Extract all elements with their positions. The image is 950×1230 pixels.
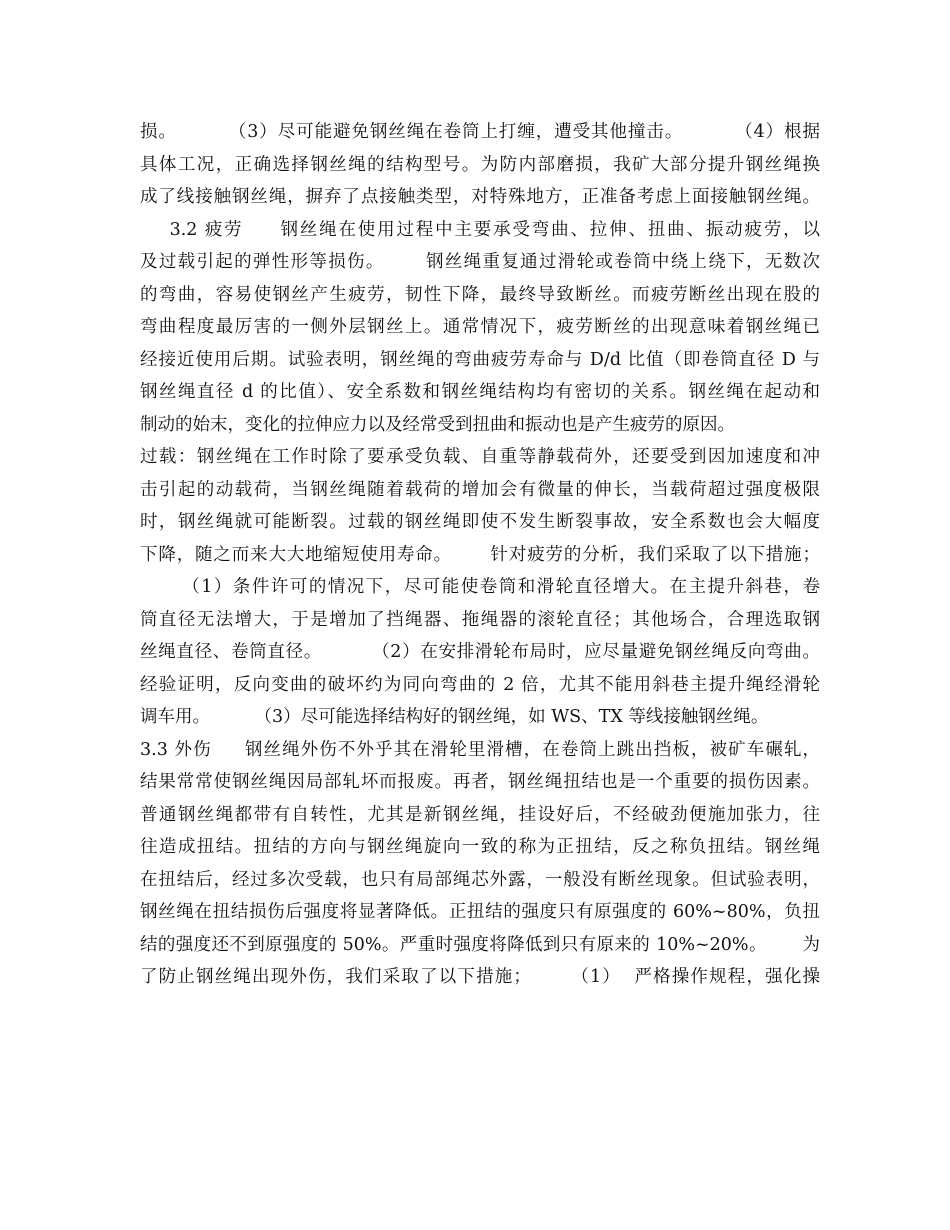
text-line-1: 损。 （3）尽可能避免钢丝绳在卷筒上打缠，遭受其他撞击。 （4）根据	[140, 122, 820, 142]
text-line-5: 及过载引起的弹性形等损伤。 钢丝绳重复通过滑轮或卷筒中绕上绕下，无数次	[140, 252, 820, 272]
text-line-15: （1）条件许可的情况下，尽可能使卷筒和滑轮直径增大。在主提升斜巷，卷	[140, 577, 820, 597]
text-line-16: 筒直径无法增大，于是增加了挡绳器、拖绳器的滚轮直径；其他场合，合理选取钢	[140, 609, 820, 630]
text-line-20: 3.3 外伤 钢丝绳外伤不外乎其在滑轮里滑槽，在卷筒上跳出挡板，被矿车碾轧，	[140, 739, 820, 760]
text-line-11: 过载：钢丝绳在工作时除了要承受负载、自重等静载荷外，还要受到因加速度和冲	[140, 447, 820, 467]
text-line-2: 具体工况，正确选择钢丝绳的结构型号。为防内部磨损，我矿大部分提升钢丝绳换	[140, 154, 820, 175]
text-line-9: 钢丝绳直径 d 的比值）、安全系数和钢丝绳结构均有密切的关系。钢丝绳在起动和	[140, 382, 820, 402]
text-line-14: 下降，随之而来大大地缩短使用寿命。 针对疲劳的分析，我们采取了以下措施；	[140, 544, 820, 565]
text-line-27: 了防止钢丝绳出现外伤，我们采取了以下措施； （1） 严格操作规程，强化操	[140, 967, 820, 987]
text-line-3: 成了线接触钢丝绳，摒弃了点接触类型，对特殊地方，正准备考虑上面接触钢丝绳。	[140, 187, 820, 207]
text-line-19: 调车用。 （3）尽可能选择结构好的钢丝绳，如 WS、TX 等线接触钢丝绳。	[140, 707, 769, 727]
text-line-13: 时，钢丝绳就可能断裂。过载的钢丝绳即使不发生断裂事故，安全系数也会大幅度	[140, 512, 820, 532]
text-line-17: 丝绳直径、卷筒直径。 （2）在安排滑轮布局时，应尽量避免钢丝绳反向弯曲。	[140, 642, 820, 662]
text-line-6: 的弯曲，容易使钢丝产生疲劳，韧性下降，最终导致断丝。而疲劳断丝出现在股的	[140, 284, 820, 305]
document-page	[140, 116, 820, 994]
text-line-4: 3.2 疲劳 钢丝绳在使用过程中主要承受弯曲、拉伸、扭曲、振动疲劳，以	[140, 219, 820, 240]
text-line-25: 钢丝绳在扭结损伤后强度将显著降低。正扭结的强度只有原强度的 60%~80%，负扭	[140, 902, 820, 922]
text-line-18: 经验证明，反向变曲的破坏约为同向弯曲的 2 倍，尤其不能用斜巷主提升绳经滑轮	[140, 674, 820, 695]
text-line-21: 结果常常使钢丝绳因局部轧坏而报废。再者，钢丝绳扭结也是一个重要的损伤因素。	[140, 772, 820, 792]
text-line-8: 经接近使用后期。试验表明，钢丝绳的弯曲疲劳寿命与 D/d 比值（即卷筒直径 D 与	[140, 349, 820, 370]
text-line-12: 击引起的动载荷，当钢丝绳随着载荷的增加会有微量的伸长，当载荷超过强度极限	[140, 479, 820, 500]
text-line-10: 制动的始末，变化的拉伸应力以及经常受到扭曲和振动也是产生疲劳的原因。	[140, 414, 735, 435]
text-line-22: 普通钢丝绳都带有自转性，尤其是新钢丝绳，挂设好后，不经破劲便施加张力，往	[140, 804, 820, 825]
text-line-24: 在扭结后，经过多次受载，也只有局部绳芯外露，一般没有断丝现象。但试验表明，	[140, 869, 820, 890]
text-line-26: 结的强度还不到原强度的 50%。严重时强度将降低到只有原来的 10%~20%。 为	[140, 934, 820, 955]
text-line-23: 往造成扭结。扭结的方向与钢丝绳旋向一致的称为正扭结，反之称负扭结。钢丝绳	[140, 837, 820, 857]
text-line-7: 弯曲程度最厉害的一侧外层钢丝上。通常情况下，疲劳断丝的出现意味着钢丝绳已	[140, 317, 820, 337]
